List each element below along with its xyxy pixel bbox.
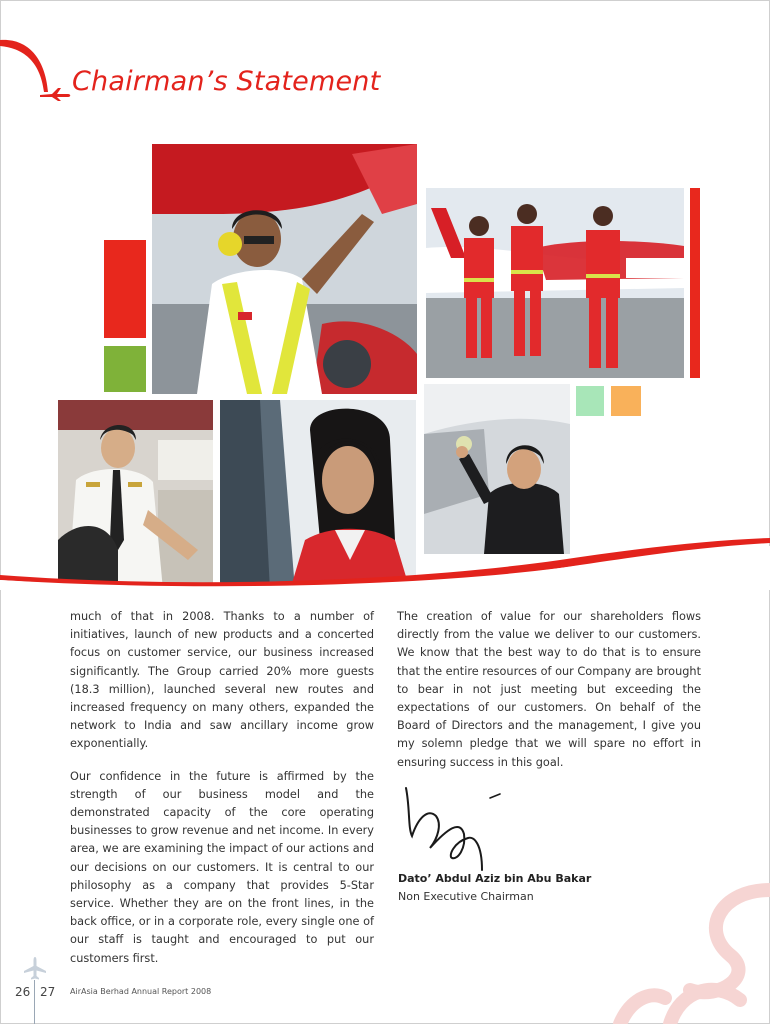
red-swatch (104, 240, 146, 338)
signatory-role: Non Executive Chairman (398, 890, 534, 903)
ground-crew-photo (152, 144, 417, 394)
airplane-icon (38, 86, 72, 102)
body-paragraph: much of that in 2008. Thanks to a number of initiatives, launch of new products and a concerted focus on customer service, our business increased significantly. The Group carried 20% more guests (18.3 million), launched several new routes and increased frequency on many others, expanded the network to India and saw ancillary income grow exponentially. (70, 610, 374, 751)
left-text-column (70, 608, 374, 982)
engineers-walking-photo (426, 188, 684, 378)
decorative-swirl (530, 870, 770, 1024)
page-number-right: 27 (40, 985, 56, 999)
page-title: Chairman’s Statement (72, 66, 381, 97)
mint-swatch (576, 386, 604, 416)
red-strip-swatch (690, 188, 700, 378)
orange-swatch (611, 386, 641, 416)
red-wave-divider (0, 520, 770, 590)
footer-divider (34, 980, 35, 1024)
right-text-column (397, 608, 701, 786)
page-number-left: 26 (15, 985, 31, 999)
airplane-icon (22, 956, 48, 982)
publication-name: AirAsia Berhad Annual Report 2008 (70, 987, 212, 996)
body-paragraph: Our confidence in the future is affirmed by the strength of our business model and the demonstrated capacity of the core operating businesses to grow revenue and net income. In every area, we are examining the impact of our actions and our decisions on our customers. It is central to our philosophy as a company that provides 5-Star service. Whether they are on the front lines, in the back office, or in a corporate role, every single one of our staff is taught and encouraged to put our customers first. (70, 769, 374, 965)
green-swatch (104, 346, 146, 392)
handwritten-signature (398, 778, 528, 873)
body-paragraph: The creation of value for our shareholders flows directly from the value we deliver to our customers. We know that the best way to do that is to ensure that the entire resources of our Company are brought to bear in not just meeting but exceeding the expectations of our customers. On behalf of the Board of Directors and the management, I give you my solemn pledge that we will spare no effort in ensuring success in this goal. (397, 610, 701, 769)
signatory-name: Dato’ Abdul Aziz bin Abu Bakar (398, 872, 592, 885)
